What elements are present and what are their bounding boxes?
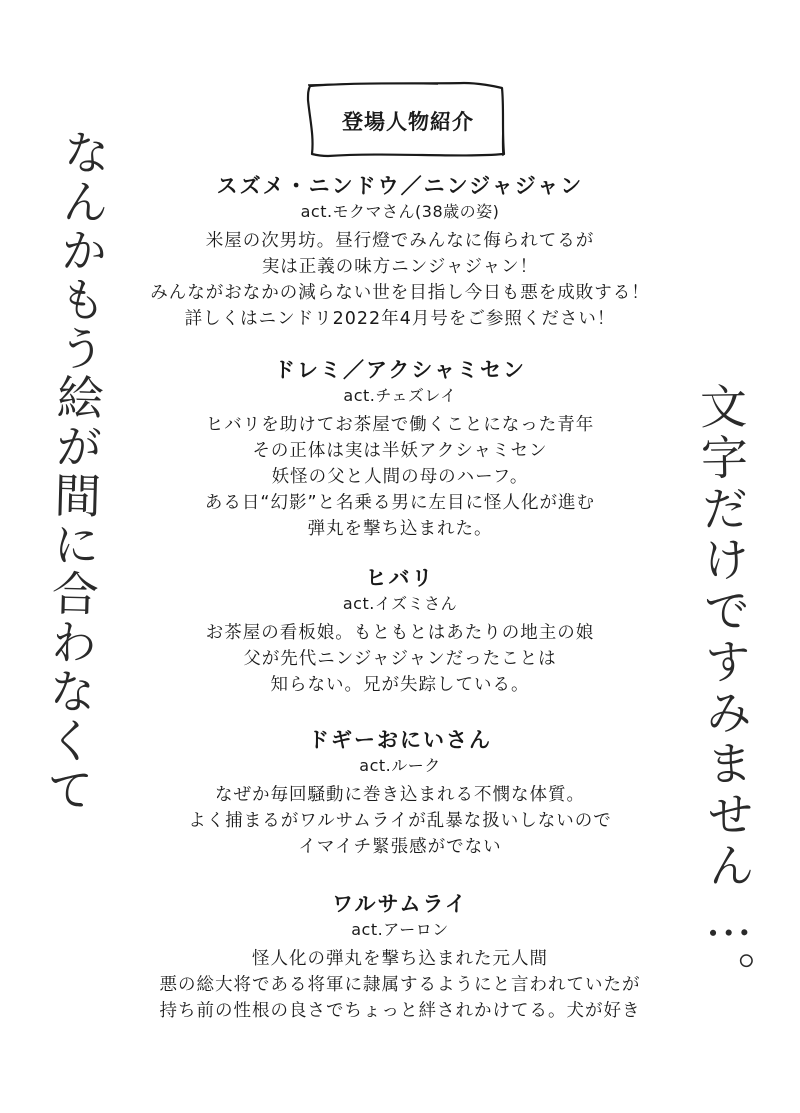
description-line: みんながおなかの減らない世を目指し今日も悪を成敗する！ bbox=[150, 283, 650, 303]
description-line: 妖怪の父と人間の母のハーフ。 bbox=[271, 467, 529, 487]
character-entry bbox=[120, 890, 680, 1024]
page-title: 登場人物紹介 bbox=[342, 110, 474, 134]
character-actor: act.アーロン bbox=[351, 920, 449, 939]
spacer bbox=[120, 860, 680, 890]
description-line: 詳しくはニンドリ2022年4月号をご参照ください！ bbox=[184, 309, 616, 329]
title-box bbox=[298, 80, 510, 162]
description-line: 持ち前の性根の良さでちょっと絆されかけてる。犬が好き bbox=[159, 1001, 641, 1021]
description-line: なぜか毎回騒動に巻き込まれる不憫な体質。 bbox=[215, 785, 585, 805]
character-entry bbox=[120, 356, 680, 542]
description-line: ヒバリを助けてお茶屋で働くことになった青年 bbox=[205, 415, 595, 435]
character-name: ワルサムライ bbox=[332, 892, 468, 916]
description-line: 悪の総大将である将軍に隷属するようにと言われていたが bbox=[159, 975, 641, 995]
character-description bbox=[120, 412, 680, 542]
description-line: イマイチ緊張感がでない bbox=[298, 837, 502, 857]
character-actor: act.モクマさん(38歳の姿) bbox=[300, 202, 500, 221]
spacer bbox=[120, 542, 680, 564]
character-name: ドレミ／アクシャミセン bbox=[274, 358, 526, 382]
character-actor: act.イズミさん bbox=[342, 594, 458, 613]
character-description bbox=[120, 228, 680, 332]
description-line: ある日“幻影”と名乗る男に左目に怪人化が進む bbox=[204, 493, 596, 513]
description-line: お茶屋の看板娘。もともとはあたりの地主の娘 bbox=[205, 623, 595, 643]
character-name: スズメ・ニンドウ／ニンジャジャン bbox=[216, 174, 584, 198]
description-line: 知らない。兄が失踪している。 bbox=[270, 675, 530, 695]
description-line: 実は正義の味方ニンジャジャン！ bbox=[261, 257, 539, 277]
character-description bbox=[120, 620, 680, 698]
description-line: その正体は実は半妖アクシャミセン bbox=[252, 441, 548, 461]
character-entry bbox=[120, 172, 680, 332]
character-description bbox=[120, 946, 680, 1024]
description-line: 父が先代ニンジャジャンだったことは bbox=[243, 649, 557, 669]
character-actor: act.ルーク bbox=[359, 756, 441, 775]
character-description bbox=[120, 782, 680, 860]
description-line: 怪人化の弾丸を撃ち込まれた元人間 bbox=[252, 949, 548, 969]
character-entry bbox=[120, 726, 680, 860]
handwritten-note-left: なんかもう絵が間に合わなくて bbox=[38, 127, 111, 815]
description-line: 米屋の次男坊。昼行燈でみんなに侮られてるが bbox=[205, 231, 595, 251]
description-line: よく捕まるがワルサムライが乱暴な扱いしないので bbox=[188, 811, 612, 831]
character-list bbox=[120, 172, 680, 1024]
spacer bbox=[120, 332, 680, 356]
handwritten-note-right: 文字だけですみません…。 bbox=[691, 381, 758, 1003]
character-name: ヒバリ bbox=[365, 566, 435, 590]
character-name: ドギーおにいさん bbox=[308, 728, 492, 752]
spacer bbox=[120, 698, 680, 726]
character-actor: act.チェズレイ bbox=[343, 386, 457, 405]
description-line: 弾丸を撃ち込まれた。 bbox=[307, 519, 493, 539]
character-entry bbox=[120, 564, 680, 698]
